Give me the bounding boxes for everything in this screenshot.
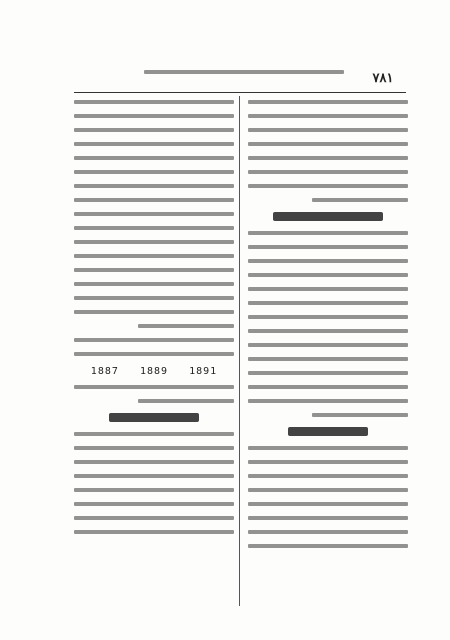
- left-paragraph-3: [74, 385, 234, 403]
- right-paragraph-1: [248, 100, 408, 202]
- header-rule: [74, 92, 406, 93]
- right-section-heading-1: [273, 212, 383, 221]
- running-header-title: [144, 70, 344, 74]
- date-1887: 1887: [90, 366, 119, 377]
- right-paragraph-3: [248, 446, 408, 548]
- date-1889: 1889: [139, 366, 169, 377]
- right-column: [248, 100, 408, 558]
- left-column: [74, 100, 234, 544]
- left-paragraph-1: [74, 100, 234, 328]
- left-paragraph-4: [74, 432, 234, 534]
- date-1891: 1891: [189, 366, 218, 377]
- column-divider: [239, 96, 240, 606]
- left-paragraph-2: [74, 338, 234, 356]
- page-number: ٧٨١: [372, 71, 394, 86]
- right-paragraph-2: [248, 231, 408, 417]
- running-header: [74, 68, 404, 90]
- left-section-heading: [109, 413, 199, 422]
- date-line: [74, 366, 234, 377]
- right-section-heading-2: [288, 427, 368, 436]
